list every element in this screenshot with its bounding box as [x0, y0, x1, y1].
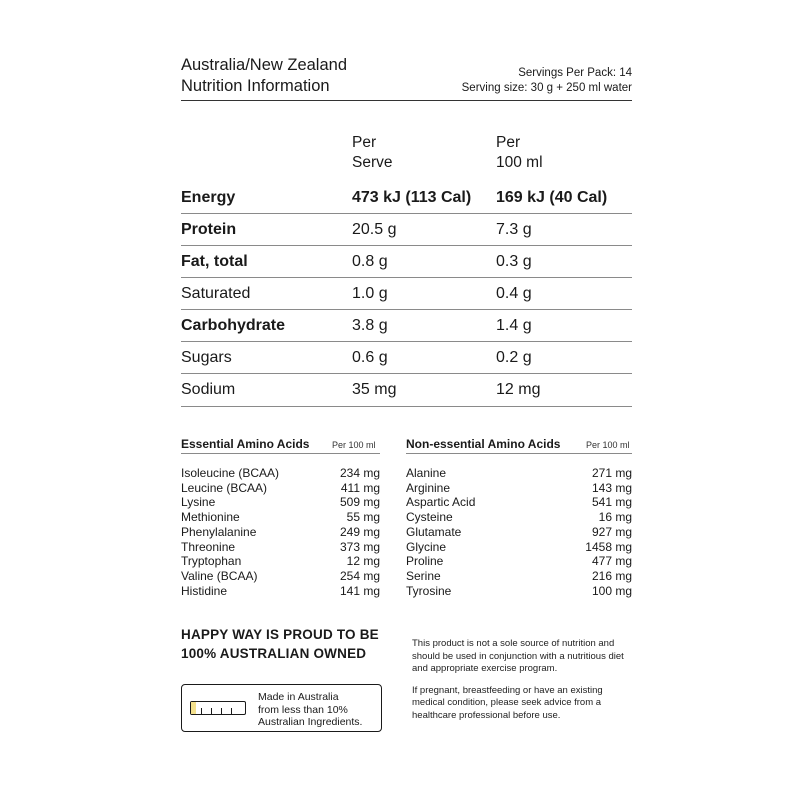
- amino-value: 234 mg: [339, 466, 380, 480]
- nonessential-amino-title: Non-essential Amino Acids: [406, 437, 561, 451]
- meter-tick: [221, 708, 222, 714]
- badge-line3: Australian Ingredients.: [258, 716, 363, 728]
- amino-name: Aspartic Acid: [406, 495, 476, 510]
- amino-value: 927 mg: [591, 524, 632, 539]
- amino-value: 373 mg: [339, 539, 380, 554]
- amino-value: 100 mg: [591, 583, 632, 598]
- amino-name: Tryptophan: [181, 554, 242, 569]
- amino-value: 143 mg: [591, 480, 632, 495]
- nonessential-amino-unit: Per 100 ml: [586, 440, 630, 450]
- nonessential-amino-divider: [406, 453, 632, 454]
- amino-value: 216 mg: [591, 568, 632, 583]
- amino-value: 12 mg: [346, 554, 380, 569]
- meter-fill: [191, 702, 196, 714]
- nutrient-label: Sugars: [181, 349, 232, 366]
- amino-name: Proline: [406, 554, 444, 569]
- nutrition-row-saturated: [181, 278, 632, 310]
- nutrition-row-fat-total: [181, 246, 632, 278]
- badge-text: [258, 691, 362, 729]
- disclaimer-medical: If pregnant, breastfeeding or have an existing medical condition, please seek advice from a healthcare professional before use.: [412, 684, 603, 721]
- list-item: [406, 525, 632, 540]
- nutrition-row-sodium: [181, 374, 632, 406]
- per-serve-value: 0.8 g: [352, 253, 388, 270]
- amino-name: Phenylalanine: [181, 524, 257, 539]
- list-item: [181, 569, 380, 584]
- amino-name: Tyrosine: [406, 583, 452, 598]
- panel-title: [181, 55, 347, 97]
- list-item: [181, 584, 380, 599]
- list-item: [181, 554, 380, 569]
- amino-value: 141 mg: [339, 583, 380, 598]
- list-item: [406, 495, 632, 510]
- panel-title-line2: Nutrition Information: [181, 77, 330, 95]
- col-header-per-serve: [352, 133, 393, 173]
- serving-size: Serving size: 30 g + 250 ml water: [461, 81, 632, 94]
- list-item: [406, 540, 632, 555]
- per-100ml-value: 7.3 g: [496, 221, 532, 238]
- australian-owned-line2: 100% AUSTRALIAN OWNED: [181, 646, 367, 661]
- serving-info: [462, 66, 632, 95]
- amino-name: Glutamate: [406, 524, 462, 539]
- disclaimer: [412, 638, 637, 731]
- per-100ml-value: 0.4 g: [496, 285, 532, 302]
- meter-tick: [231, 708, 232, 714]
- nutrient-label: Fat, total: [181, 253, 248, 270]
- per-serve-value: 3.8 g: [352, 317, 388, 334]
- essential-amino-divider: [181, 453, 380, 454]
- amino-value: 249 mg: [339, 524, 380, 539]
- col-header-per-100ml: [496, 133, 543, 173]
- badge-line1: Made in Australia: [258, 691, 339, 703]
- essential-amino-title: Essential Amino Acids: [181, 437, 310, 451]
- nutrition-row-protein: [181, 214, 632, 246]
- header-divider: [181, 100, 632, 101]
- nutrient-label: Energy: [181, 189, 236, 206]
- per-serve-value: 0.6 g: [352, 349, 388, 366]
- australian-owned-line1: HAPPY WAY IS PROUD TO BE: [181, 627, 379, 642]
- amino-name: Alanine: [406, 466, 447, 480]
- list-item: [181, 481, 380, 496]
- amino-value: 254 mg: [339, 568, 380, 583]
- nutrient-label: Carbohydrate: [181, 317, 286, 334]
- amino-name: Valine (BCAA): [181, 568, 258, 583]
- amino-value: 509 mg: [339, 495, 380, 510]
- list-item: [406, 569, 632, 584]
- per-100ml-value: 0.3 g: [496, 253, 532, 270]
- amino-name: Methionine: [181, 510, 240, 525]
- essential-amino-unit: Per 100 ml: [332, 440, 376, 450]
- disclaimer-nutrition: This product is not a sole source of nutrition and should be used in conjunction with a nutritious diet and appropriate exercise program.: [412, 638, 624, 674]
- list-item: [406, 554, 632, 569]
- per-100ml-value: 12 mg: [496, 381, 541, 398]
- per-100ml-value: 1.4 g: [496, 317, 532, 334]
- amino-name: Histidine: [181, 583, 228, 598]
- col-header-per-100ml-line2: 100 ml: [496, 154, 543, 171]
- nutrient-label: Saturated: [181, 285, 251, 302]
- amino-name: Isoleucine (BCAA): [181, 466, 280, 480]
- list-item: [406, 510, 632, 525]
- country-of-origin-badge: [181, 684, 382, 732]
- list-item: [406, 466, 632, 481]
- per-serve-value: 35 mg: [352, 381, 397, 398]
- list-item: [181, 540, 380, 555]
- col-header-per-100ml-line1: Per: [496, 134, 521, 151]
- per-100ml-value: 169 kJ (40 Cal): [496, 189, 608, 206]
- meter-tick: [211, 708, 212, 714]
- amino-name: Glycine: [406, 539, 447, 554]
- australian-owned-statement: [181, 625, 379, 663]
- badge-line2: from less than 10%: [258, 703, 348, 716]
- amino-value: 1458 mg: [585, 539, 632, 554]
- amino-name: Serine: [406, 568, 441, 583]
- amino-value: 411 mg: [340, 480, 380, 495]
- amino-name: Lysine: [181, 495, 216, 510]
- amino-value: 55 mg: [346, 510, 380, 525]
- col-header-per-serve-line2: Serve: [352, 154, 393, 171]
- list-item: [181, 466, 380, 481]
- amino-value: 541 mg: [591, 495, 632, 510]
- list-item: [181, 495, 380, 510]
- nutrition-row-energy: [181, 182, 632, 214]
- amino-name: Threonine: [181, 539, 236, 554]
- col-header-per-serve-line1: Per: [352, 134, 377, 151]
- per-100ml-value: 0.2 g: [496, 349, 532, 366]
- amino-name: Cysteine: [406, 510, 453, 525]
- nutrient-label: Protein: [181, 221, 237, 238]
- australian-ingredients-meter: [190, 701, 246, 715]
- nutrition-row-carbohydrate: [181, 310, 632, 342]
- nutrition-row-sugars: [181, 342, 632, 374]
- amino-value: 271 mg: [591, 466, 632, 480]
- per-serve-value: 473 kJ (113 Cal): [352, 189, 472, 206]
- servings-per-pack: Servings Per Pack: 14: [518, 67, 632, 79]
- list-item: [406, 481, 632, 496]
- table-bottom-divider: [181, 406, 632, 407]
- nutrient-label: Sodium: [181, 381, 236, 398]
- per-serve-value: 1.0 g: [352, 285, 388, 302]
- list-item: [181, 525, 380, 540]
- panel-title-line1: Australia/New Zealand: [181, 56, 347, 74]
- per-serve-value: 20.5 g: [352, 221, 397, 238]
- amino-name: Arginine: [406, 480, 451, 495]
- amino-value: 16 mg: [598, 510, 632, 525]
- list-item: [406, 584, 632, 599]
- amino-name: Leucine (BCAA): [181, 480, 268, 495]
- amino-value: 477 mg: [591, 554, 632, 569]
- meter-tick: [201, 708, 202, 714]
- list-item: [181, 510, 380, 525]
